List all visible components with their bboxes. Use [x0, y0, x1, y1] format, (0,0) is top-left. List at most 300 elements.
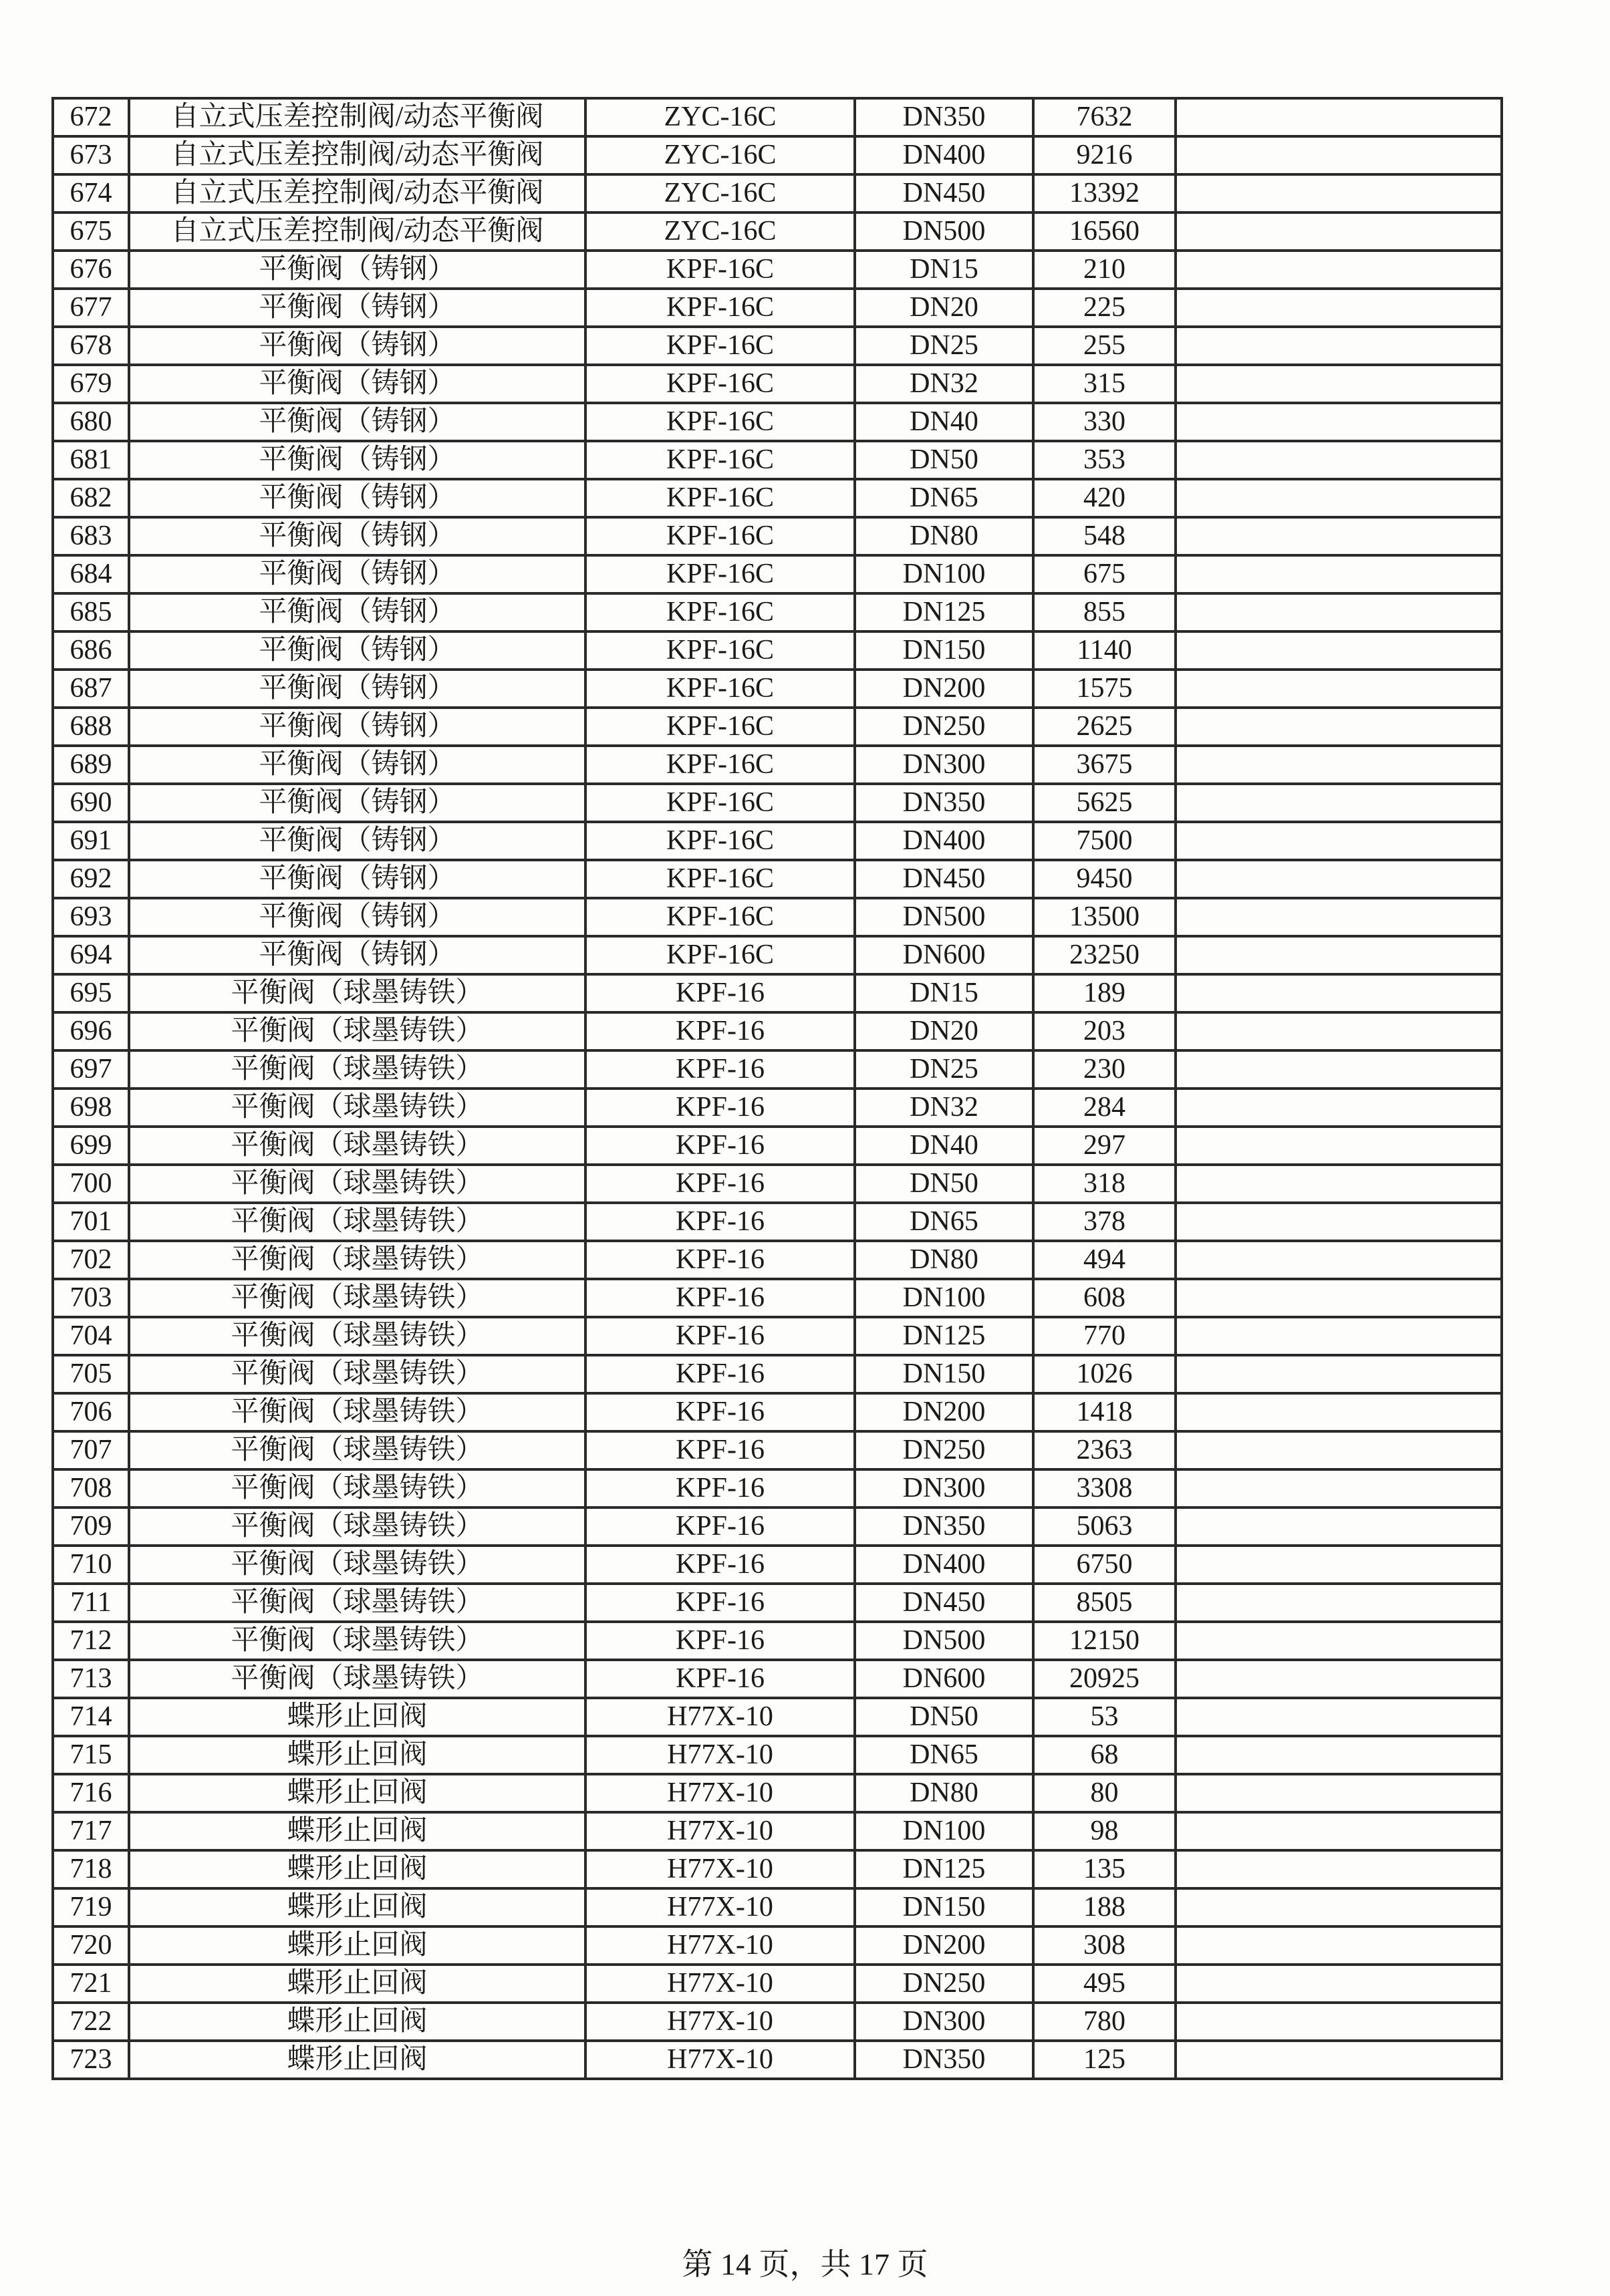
- row-number-cell: 706: [53, 1393, 129, 1431]
- model-cell: H77X-10: [585, 1698, 855, 1736]
- nominal-diameter-cell: DN80: [855, 517, 1033, 555]
- product-name-cell: 平衡阀（球墨铸铁）: [129, 1241, 585, 1279]
- model-cell: H77X-10: [585, 1850, 855, 1888]
- remarks-cell: [1176, 441, 1502, 479]
- product-name-cell: 平衡阀（铸钢）: [129, 593, 585, 631]
- model-cell: KPF-16C: [585, 936, 855, 974]
- model-cell: KPF-16: [585, 1393, 855, 1431]
- remarks-cell: [1176, 517, 1502, 555]
- price-cell: 9450: [1033, 860, 1176, 898]
- model-cell: KPF-16C: [585, 784, 855, 822]
- price-cell: 297: [1033, 1127, 1176, 1165]
- product-name-cell: 蝶形止回阀: [129, 1926, 585, 1965]
- table-row: [53, 517, 1502, 555]
- remarks-cell: [1176, 1508, 1502, 1546]
- table-row: [53, 441, 1502, 479]
- nominal-diameter-cell: DN50: [855, 1165, 1033, 1203]
- price-cell: 203: [1033, 1012, 1176, 1050]
- product-name-cell: 自立式压差控制阀/动态平衡阀: [129, 136, 585, 174]
- table-row: [53, 936, 1502, 974]
- remarks-cell: [1176, 98, 1502, 136]
- nominal-diameter-cell: DN600: [855, 936, 1033, 974]
- remarks-cell: [1176, 1584, 1502, 1622]
- product-name-cell: 平衡阀（铸钢）: [129, 822, 585, 860]
- nominal-diameter-cell: DN250: [855, 1965, 1033, 2003]
- remarks-cell: [1176, 708, 1502, 746]
- product-name-cell: 平衡阀（铸钢）: [129, 936, 585, 974]
- product-name-cell: 平衡阀（球墨铸铁）: [129, 1089, 585, 1127]
- nominal-diameter-cell: DN100: [855, 1812, 1033, 1850]
- price-table: [51, 97, 1503, 2080]
- nominal-diameter-cell: DN65: [855, 479, 1033, 517]
- price-cell: 420: [1033, 479, 1176, 517]
- remarks-cell: [1176, 1660, 1502, 1698]
- row-number-cell: 673: [53, 136, 129, 174]
- table-row: [53, 555, 1502, 593]
- remarks-cell: [1176, 1469, 1502, 1508]
- price-cell: 770: [1033, 1317, 1176, 1355]
- price-cell: 494: [1033, 1241, 1176, 1279]
- remarks-cell: [1176, 1812, 1502, 1850]
- table-row: [53, 860, 1502, 898]
- remarks-cell: [1176, 1965, 1502, 2003]
- nominal-diameter-cell: DN150: [855, 631, 1033, 670]
- remarks-cell: [1176, 251, 1502, 289]
- table-row: [53, 1317, 1502, 1355]
- table-row: [53, 898, 1502, 936]
- row-number-cell: 686: [53, 631, 129, 670]
- table-row: [53, 593, 1502, 631]
- nominal-diameter-cell: DN20: [855, 1012, 1033, 1050]
- table-row: [53, 174, 1502, 212]
- remarks-cell: [1176, 1317, 1502, 1355]
- nominal-diameter-cell: DN300: [855, 2003, 1033, 2041]
- nominal-diameter-cell: DN400: [855, 136, 1033, 174]
- nominal-diameter-cell: DN100: [855, 555, 1033, 593]
- row-number-cell: 687: [53, 670, 129, 708]
- model-cell: ZYC-16C: [585, 212, 855, 251]
- product-name-cell: 蝶形止回阀: [129, 2041, 585, 2079]
- nominal-diameter-cell: DN150: [855, 1888, 1033, 1926]
- price-cell: 3675: [1033, 746, 1176, 784]
- nominal-diameter-cell: DN125: [855, 1850, 1033, 1888]
- price-cell: 284: [1033, 1089, 1176, 1127]
- price-cell: 255: [1033, 327, 1176, 365]
- product-name-cell: 蝶形止回阀: [129, 1965, 585, 2003]
- table-row: [53, 1546, 1502, 1584]
- product-name-cell: 平衡阀（球墨铸铁）: [129, 1584, 585, 1622]
- table-row: [53, 1965, 1502, 2003]
- model-cell: KPF-16C: [585, 593, 855, 631]
- remarks-cell: [1176, 746, 1502, 784]
- nominal-diameter-cell: DN20: [855, 289, 1033, 327]
- product-name-cell: 平衡阀（球墨铸铁）: [129, 1279, 585, 1317]
- price-cell: 330: [1033, 403, 1176, 441]
- product-name-cell: 平衡阀（铸钢）: [129, 898, 585, 936]
- row-number-cell: 709: [53, 1508, 129, 1546]
- table-row: [53, 670, 1502, 708]
- product-name-cell: 蝶形止回阀: [129, 1850, 585, 1888]
- nominal-diameter-cell: DN350: [855, 2041, 1033, 2079]
- model-cell: KPF-16C: [585, 365, 855, 403]
- price-cell: 608: [1033, 1279, 1176, 1317]
- model-cell: H77X-10: [585, 1926, 855, 1965]
- product-name-cell: 平衡阀（球墨铸铁）: [129, 974, 585, 1012]
- row-number-cell: 698: [53, 1089, 129, 1127]
- remarks-cell: [1176, 289, 1502, 327]
- row-number-cell: 716: [53, 1774, 129, 1812]
- row-number-cell: 692: [53, 860, 129, 898]
- model-cell: KPF-16: [585, 1279, 855, 1317]
- table-row: [53, 1622, 1502, 1660]
- row-number-cell: 681: [53, 441, 129, 479]
- remarks-cell: [1176, 1546, 1502, 1584]
- model-cell: KPF-16: [585, 1012, 855, 1050]
- model-cell: H77X-10: [585, 2041, 855, 2079]
- table-row: [53, 2003, 1502, 2041]
- nominal-diameter-cell: DN25: [855, 1050, 1033, 1089]
- row-number-cell: 695: [53, 974, 129, 1012]
- page-footer: 第 14 页，共 17 页: [682, 2247, 928, 2281]
- price-cell: 6750: [1033, 1546, 1176, 1584]
- row-number-cell: 674: [53, 174, 129, 212]
- product-name-cell: 平衡阀（铸钢）: [129, 251, 585, 289]
- product-name-cell: 平衡阀（球墨铸铁）: [129, 1127, 585, 1165]
- table-row: [53, 746, 1502, 784]
- table-row: [53, 822, 1502, 860]
- remarks-cell: [1176, 822, 1502, 860]
- remarks-cell: [1176, 1774, 1502, 1812]
- remarks-cell: [1176, 974, 1502, 1012]
- row-number-cell: 704: [53, 1317, 129, 1355]
- table-row: [53, 98, 1502, 136]
- price-cell: 7500: [1033, 822, 1176, 860]
- price-cell: 308: [1033, 1926, 1176, 1965]
- nominal-diameter-cell: DN50: [855, 1698, 1033, 1736]
- remarks-cell: [1176, 1089, 1502, 1127]
- row-number-cell: 703: [53, 1279, 129, 1317]
- row-number-cell: 719: [53, 1888, 129, 1926]
- model-cell: KPF-16: [585, 1584, 855, 1622]
- table-row: [53, 1393, 1502, 1431]
- model-cell: KPF-16C: [585, 555, 855, 593]
- price-cell: 548: [1033, 517, 1176, 555]
- model-cell: KPF-16: [585, 974, 855, 1012]
- row-number-cell: 723: [53, 2041, 129, 2079]
- product-name-cell: 平衡阀（铸钢）: [129, 670, 585, 708]
- model-cell: KPF-16C: [585, 746, 855, 784]
- price-cell: 135: [1033, 1850, 1176, 1888]
- remarks-cell: [1176, 1622, 1502, 1660]
- product-name-cell: 平衡阀（铸钢）: [129, 403, 585, 441]
- price-cell: 2625: [1033, 708, 1176, 746]
- table-row: [53, 1888, 1502, 1926]
- product-name-cell: 平衡阀（铸钢）: [129, 289, 585, 327]
- table-row: [53, 1279, 1502, 1317]
- table-row: [53, 327, 1502, 365]
- row-number-cell: 680: [53, 403, 129, 441]
- nominal-diameter-cell: DN65: [855, 1203, 1033, 1241]
- price-cell: 353: [1033, 441, 1176, 479]
- product-name-cell: 平衡阀（铸钢）: [129, 746, 585, 784]
- remarks-cell: [1176, 555, 1502, 593]
- model-cell: KPF-16: [585, 1508, 855, 1546]
- model-cell: KPF-16C: [585, 479, 855, 517]
- price-cell: 80: [1033, 1774, 1176, 1812]
- table-row: [53, 479, 1502, 517]
- product-name-cell: 平衡阀（铸钢）: [129, 555, 585, 593]
- table-row: [53, 1508, 1502, 1546]
- table-row: [53, 1584, 1502, 1622]
- table-row: [53, 289, 1502, 327]
- price-cell: 675: [1033, 555, 1176, 593]
- model-cell: KPF-16C: [585, 289, 855, 327]
- row-number-cell: 682: [53, 479, 129, 517]
- row-number-cell: 707: [53, 1431, 129, 1469]
- table-row: [53, 1012, 1502, 1050]
- nominal-diameter-cell: DN15: [855, 251, 1033, 289]
- product-name-cell: 平衡阀（铸钢）: [129, 860, 585, 898]
- row-number-cell: 702: [53, 1241, 129, 1279]
- table-row: [53, 1355, 1502, 1393]
- price-cell: 23250: [1033, 936, 1176, 974]
- row-number-cell: 713: [53, 1660, 129, 1698]
- nominal-diameter-cell: DN50: [855, 441, 1033, 479]
- row-number-cell: 715: [53, 1736, 129, 1774]
- model-cell: KPF-16C: [585, 251, 855, 289]
- price-cell: 9216: [1033, 136, 1176, 174]
- price-table-body: [53, 98, 1502, 2079]
- model-cell: KPF-16C: [585, 708, 855, 746]
- price-cell: 1575: [1033, 670, 1176, 708]
- remarks-cell: [1176, 860, 1502, 898]
- model-cell: KPF-16C: [585, 631, 855, 670]
- product-name-cell: 平衡阀（球墨铸铁）: [129, 1203, 585, 1241]
- product-name-cell: 平衡阀（球墨铸铁）: [129, 1431, 585, 1469]
- table-row: [53, 1774, 1502, 1812]
- model-cell: ZYC-16C: [585, 98, 855, 136]
- row-number-cell: 675: [53, 212, 129, 251]
- nominal-diameter-cell: DN400: [855, 1546, 1033, 1584]
- product-name-cell: 平衡阀（球墨铸铁）: [129, 1050, 585, 1089]
- row-number-cell: 685: [53, 593, 129, 631]
- remarks-cell: [1176, 1355, 1502, 1393]
- nominal-diameter-cell: DN450: [855, 1584, 1033, 1622]
- model-cell: KPF-16: [585, 1241, 855, 1279]
- table-row: [53, 784, 1502, 822]
- product-name-cell: 平衡阀（球墨铸铁）: [129, 1508, 585, 1546]
- model-cell: KPF-16: [585, 1317, 855, 1355]
- model-cell: KPF-16: [585, 1469, 855, 1508]
- product-name-cell: 平衡阀（铸钢）: [129, 708, 585, 746]
- row-number-cell: 697: [53, 1050, 129, 1089]
- table-row: [53, 1469, 1502, 1508]
- table-row: [53, 1926, 1502, 1965]
- row-number-cell: 699: [53, 1127, 129, 1165]
- nominal-diameter-cell: DN40: [855, 403, 1033, 441]
- model-cell: KPF-16: [585, 1622, 855, 1660]
- table-row: [53, 1431, 1502, 1469]
- price-cell: 1026: [1033, 1355, 1176, 1393]
- product-name-cell: 蝶形止回阀: [129, 1736, 585, 1774]
- model-cell: H77X-10: [585, 1736, 855, 1774]
- row-number-cell: 718: [53, 1850, 129, 1888]
- table-row: [53, 1127, 1502, 1165]
- product-name-cell: 平衡阀（铸钢）: [129, 441, 585, 479]
- table-row: [53, 1165, 1502, 1203]
- table-row: [53, 631, 1502, 670]
- model-cell: KPF-16: [585, 1546, 855, 1584]
- model-cell: KPF-16: [585, 1089, 855, 1127]
- nominal-diameter-cell: DN32: [855, 365, 1033, 403]
- remarks-cell: [1176, 1850, 1502, 1888]
- model-cell: H77X-10: [585, 1888, 855, 1926]
- row-number-cell: 690: [53, 784, 129, 822]
- remarks-cell: [1176, 631, 1502, 670]
- price-cell: 13392: [1033, 174, 1176, 212]
- price-cell: 7632: [1033, 98, 1176, 136]
- remarks-cell: [1176, 365, 1502, 403]
- product-name-cell: 平衡阀（球墨铸铁）: [129, 1355, 585, 1393]
- model-cell: KPF-16C: [585, 670, 855, 708]
- table-row: [53, 212, 1502, 251]
- table-row: [53, 1241, 1502, 1279]
- nominal-diameter-cell: DN80: [855, 1774, 1033, 1812]
- nominal-diameter-cell: DN300: [855, 1469, 1033, 1508]
- product-name-cell: 平衡阀（球墨铸铁）: [129, 1393, 585, 1431]
- model-cell: KPF-16: [585, 1050, 855, 1089]
- row-number-cell: 696: [53, 1012, 129, 1050]
- product-name-cell: 平衡阀（球墨铸铁）: [129, 1012, 585, 1050]
- table-row: [53, 365, 1502, 403]
- nominal-diameter-cell: DN200: [855, 1393, 1033, 1431]
- price-cell: 13500: [1033, 898, 1176, 936]
- table-row: [53, 1050, 1502, 1089]
- product-name-cell: 平衡阀（铸钢）: [129, 327, 585, 365]
- remarks-cell: [1176, 1698, 1502, 1736]
- remarks-cell: [1176, 2003, 1502, 2041]
- price-cell: 98: [1033, 1812, 1176, 1850]
- nominal-diameter-cell: DN200: [855, 670, 1033, 708]
- row-number-cell: 689: [53, 746, 129, 784]
- model-cell: KPF-16C: [585, 441, 855, 479]
- row-number-cell: 701: [53, 1203, 129, 1241]
- remarks-cell: [1176, 1926, 1502, 1965]
- remarks-cell: [1176, 670, 1502, 708]
- table-row: [53, 1812, 1502, 1850]
- price-cell: 378: [1033, 1203, 1176, 1241]
- nominal-diameter-cell: DN600: [855, 1660, 1033, 1698]
- nominal-diameter-cell: DN100: [855, 1279, 1033, 1317]
- price-cell: 1418: [1033, 1393, 1176, 1431]
- nominal-diameter-cell: DN500: [855, 898, 1033, 936]
- product-name-cell: 自立式压差控制阀/动态平衡阀: [129, 212, 585, 251]
- model-cell: KPF-16: [585, 1203, 855, 1241]
- price-cell: 125: [1033, 2041, 1176, 2079]
- remarks-cell: [1176, 479, 1502, 517]
- product-name-cell: 蝶形止回阀: [129, 1698, 585, 1736]
- price-cell: 188: [1033, 1888, 1176, 1926]
- product-name-cell: 平衡阀（铸钢）: [129, 517, 585, 555]
- remarks-cell: [1176, 1050, 1502, 1089]
- nominal-diameter-cell: DN350: [855, 98, 1033, 136]
- row-number-cell: 693: [53, 898, 129, 936]
- row-number-cell: 676: [53, 251, 129, 289]
- price-cell: 16560: [1033, 212, 1176, 251]
- row-number-cell: 720: [53, 1926, 129, 1965]
- product-name-cell: 平衡阀（球墨铸铁）: [129, 1317, 585, 1355]
- model-cell: H77X-10: [585, 1774, 855, 1812]
- nominal-diameter-cell: DN500: [855, 212, 1033, 251]
- price-cell: 855: [1033, 593, 1176, 631]
- price-cell: 225: [1033, 289, 1176, 327]
- nominal-diameter-cell: DN250: [855, 708, 1033, 746]
- table-row: [53, 1850, 1502, 1888]
- price-cell: 210: [1033, 251, 1176, 289]
- product-name-cell: 自立式压差控制阀/动态平衡阀: [129, 98, 585, 136]
- remarks-cell: [1176, 1279, 1502, 1317]
- model-cell: KPF-16: [585, 1431, 855, 1469]
- price-cell: 12150: [1033, 1622, 1176, 1660]
- price-cell: 5625: [1033, 784, 1176, 822]
- model-cell: KPF-16: [585, 1127, 855, 1165]
- model-cell: KPF-16: [585, 1355, 855, 1393]
- nominal-diameter-cell: DN500: [855, 1622, 1033, 1660]
- product-name-cell: 平衡阀（球墨铸铁）: [129, 1622, 585, 1660]
- nominal-diameter-cell: DN125: [855, 1317, 1033, 1355]
- row-number-cell: 683: [53, 517, 129, 555]
- nominal-diameter-cell: DN450: [855, 860, 1033, 898]
- product-name-cell: 平衡阀（铸钢）: [129, 631, 585, 670]
- remarks-cell: [1176, 1012, 1502, 1050]
- price-cell: 1140: [1033, 631, 1176, 670]
- price-cell: 3308: [1033, 1469, 1176, 1508]
- price-cell: 315: [1033, 365, 1176, 403]
- product-name-cell: 平衡阀（球墨铸铁）: [129, 1660, 585, 1698]
- model-cell: KPF-16: [585, 1165, 855, 1203]
- remarks-cell: [1176, 1241, 1502, 1279]
- nominal-diameter-cell: DN65: [855, 1736, 1033, 1774]
- table-row: [53, 136, 1502, 174]
- product-name-cell: 平衡阀（球墨铸铁）: [129, 1165, 585, 1203]
- remarks-cell: [1176, 1127, 1502, 1165]
- row-number-cell: 691: [53, 822, 129, 860]
- price-cell: 2363: [1033, 1431, 1176, 1469]
- remarks-cell: [1176, 1431, 1502, 1469]
- table-row: [53, 708, 1502, 746]
- remarks-cell: [1176, 1888, 1502, 1926]
- nominal-diameter-cell: DN350: [855, 1508, 1033, 1546]
- product-name-cell: 蝶形止回阀: [129, 1812, 585, 1850]
- remarks-cell: [1176, 403, 1502, 441]
- nominal-diameter-cell: DN200: [855, 1926, 1033, 1965]
- remarks-cell: [1176, 936, 1502, 974]
- product-name-cell: 平衡阀（铸钢）: [129, 479, 585, 517]
- table-row: [53, 1698, 1502, 1736]
- nominal-diameter-cell: DN40: [855, 1127, 1033, 1165]
- table-row: [53, 974, 1502, 1012]
- model-cell: KPF-16C: [585, 898, 855, 936]
- remarks-cell: [1176, 1165, 1502, 1203]
- product-name-cell: 平衡阀（铸钢）: [129, 784, 585, 822]
- table-row: [53, 2041, 1502, 2079]
- nominal-diameter-cell: DN80: [855, 1241, 1033, 1279]
- nominal-diameter-cell: DN150: [855, 1355, 1033, 1393]
- row-number-cell: 710: [53, 1546, 129, 1584]
- row-number-cell: 714: [53, 1698, 129, 1736]
- model-cell: KPF-16C: [585, 327, 855, 365]
- price-cell: 5063: [1033, 1508, 1176, 1546]
